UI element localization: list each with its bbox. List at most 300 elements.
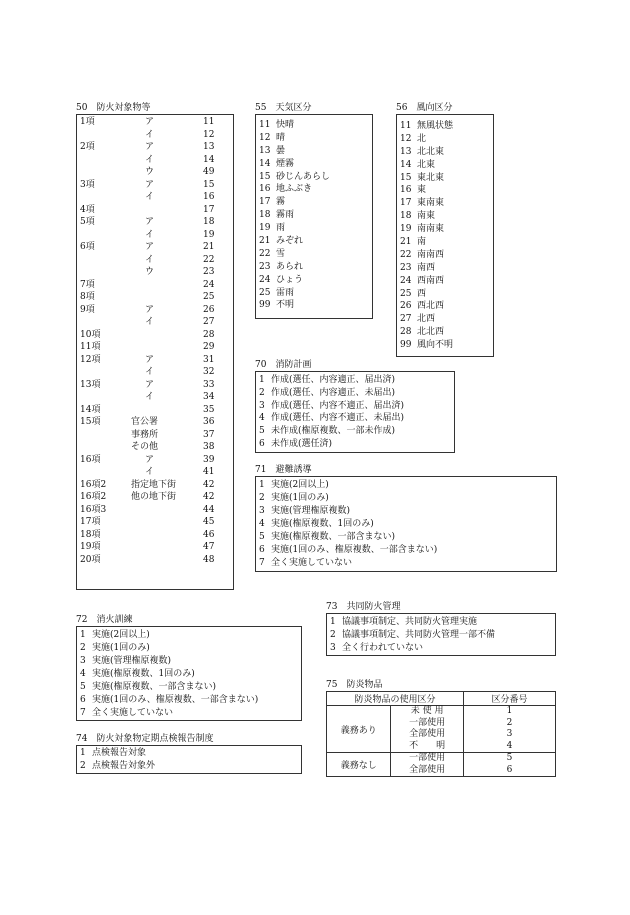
list-item — [77, 681, 301, 694]
item-code: 16 — [400, 185, 412, 196]
code-cell: 34 — [203, 392, 215, 402]
code-cell: 45 — [203, 517, 215, 527]
item-code: 2 — [330, 630, 336, 640]
item-code: 25 — [400, 288, 412, 299]
list-item — [327, 616, 555, 629]
table-row — [77, 454, 233, 467]
item-code: 7 — [80, 708, 86, 718]
item-code: 14 — [259, 158, 271, 169]
list-item — [397, 120, 493, 133]
subcategory-cell: ア — [145, 179, 155, 190]
table-row — [77, 329, 233, 342]
subcategory-cell: 指定地下街 — [131, 479, 177, 490]
subcategory-cell: 他の地下街 — [131, 492, 177, 502]
code-cell: 42 — [203, 492, 215, 502]
category-cell: 6項 — [80, 242, 95, 252]
code-item: 4 — [506, 740, 513, 751]
table-row — [77, 366, 233, 379]
section-71-evacuation — [255, 464, 557, 572]
subcategory-cell: 官公署 — [131, 417, 159, 427]
section-50-table — [76, 114, 234, 590]
group-not-required-codes — [463, 753, 555, 777]
code-cell: 15 — [203, 179, 215, 190]
list-item — [256, 505, 556, 518]
list-item — [77, 707, 301, 720]
code-cell: 19 — [203, 229, 215, 240]
item-label: 雷雨 — [276, 287, 295, 298]
code-cell: 25 — [203, 292, 215, 302]
table-row — [77, 266, 233, 279]
section-74-rows — [77, 747, 301, 773]
table-row — [77, 491, 233, 504]
item-label: 未作成(選任済) — [271, 438, 333, 449]
list-item — [256, 132, 372, 145]
list-item — [397, 275, 493, 288]
code-cell: 14 — [203, 154, 215, 165]
list-item — [397, 197, 493, 210]
item-code: 11 — [400, 121, 412, 131]
category-cell: 18項 — [80, 529, 101, 540]
category-cell: 9項 — [80, 304, 95, 315]
item-code: 5 — [80, 682, 86, 692]
list-item — [397, 262, 493, 275]
list-item — [256, 557, 556, 570]
table-row — [77, 504, 233, 517]
item-code: 13 — [259, 145, 271, 156]
list-item — [397, 288, 493, 301]
table-row — [77, 304, 233, 317]
subcategory-cell: ア — [145, 117, 155, 127]
list-item — [256, 209, 372, 222]
item-code: 4 — [259, 519, 265, 529]
item-code: 17 — [259, 197, 271, 208]
item-code: 27 — [400, 314, 412, 325]
item-code: 18 — [400, 211, 412, 222]
item-label: 実施(1回のみ、権原複数、一部含まない) — [92, 695, 259, 705]
item-code: 22 — [259, 248, 271, 259]
table-row — [77, 229, 233, 242]
item-label: 実施(2回以上) — [271, 480, 329, 490]
list-item — [397, 146, 493, 159]
item-label: 不明 — [276, 300, 295, 311]
list-item — [77, 747, 301, 760]
item-label: 東 — [417, 185, 427, 196]
list-item — [77, 655, 301, 668]
item-code: 17 — [400, 198, 412, 209]
category-cell: 11項 — [80, 342, 101, 352]
category-cell: 20項 — [80, 554, 101, 565]
list-item — [256, 183, 372, 196]
item-label: 実施(管理権原複数) — [271, 506, 351, 516]
code-item: 3 — [506, 729, 513, 739]
usage-item: 一部使用 — [409, 753, 446, 763]
list-item — [256, 158, 372, 171]
header-code: 区分番号 — [463, 692, 555, 706]
section-70-rows — [256, 374, 454, 451]
section-75-title: 75 防炎物品 — [326, 680, 383, 690]
item-label: 全く行われていない — [342, 643, 424, 653]
section-75-flame-retardant — [326, 679, 556, 777]
item-label: 雨 — [276, 223, 286, 234]
subcategory-cell: イ — [145, 192, 155, 202]
item-label: 南 — [417, 237, 427, 248]
item-label: 協議事項制定、共同防火管理一部不備 — [342, 630, 496, 640]
code-item: 1 — [506, 706, 513, 716]
table-row — [77, 279, 233, 292]
section-70-table — [255, 371, 455, 453]
list-item — [397, 159, 493, 172]
subcategory-cell: その他 — [131, 442, 159, 452]
item-label: 曇 — [276, 145, 286, 156]
code-cell: 46 — [203, 529, 215, 540]
section-72-title: 72 消火訓練 — [76, 615, 133, 625]
item-label: 全く実施していない — [92, 708, 174, 718]
category-cell: 7項 — [80, 279, 95, 290]
item-code: 23 — [400, 262, 412, 273]
item-label: 実施(1回のみ、権原複数、一部含まない) — [271, 545, 438, 555]
list-item — [397, 326, 493, 339]
section-74-table — [76, 745, 302, 774]
item-label: 砂じんあらし — [276, 171, 331, 182]
list-item — [256, 412, 454, 425]
item-label: 作成(選任、内容適正、届出済) — [271, 375, 396, 385]
section-74-inspection-report — [76, 733, 302, 774]
code-cell: 16 — [203, 192, 215, 202]
list-item — [256, 492, 556, 505]
item-label: 無風状態 — [417, 121, 454, 131]
table-row — [77, 379, 233, 392]
code-cell: 23 — [203, 267, 215, 277]
item-code: 7 — [259, 558, 265, 568]
item-code: 23 — [259, 261, 271, 272]
category-cell: 16項 — [80, 454, 101, 465]
item-label: 快晴 — [276, 120, 295, 130]
item-label: 北 — [417, 133, 427, 144]
item-label: 東北東 — [417, 172, 445, 183]
code-cell: 24 — [203, 279, 215, 290]
item-label: みぞれ — [276, 236, 304, 247]
category-cell: 13項 — [80, 379, 101, 390]
section-70-fire-plan — [255, 359, 455, 453]
item-code: 13 — [400, 146, 412, 157]
item-code: 99 — [259, 300, 271, 311]
list-item — [256, 261, 372, 274]
table-row — [77, 129, 233, 142]
subcategory-cell: ア — [145, 454, 155, 465]
code-cell: 39 — [203, 454, 215, 465]
list-item — [327, 642, 555, 655]
subcategory-cell: イ — [145, 229, 155, 240]
category-cell: 8項 — [80, 292, 95, 302]
code-cell: 47 — [203, 542, 215, 552]
item-code: 3 — [259, 506, 265, 516]
code-cell: 32 — [203, 367, 215, 377]
list-item — [256, 248, 372, 261]
list-item — [397, 223, 493, 236]
list-item — [77, 668, 301, 681]
code-cell: 12 — [203, 129, 215, 140]
item-label: 作成(選任、内容不適正、未届出) — [271, 413, 405, 424]
table-row — [77, 241, 233, 254]
subcategory-cell: ア — [145, 242, 155, 252]
group-not-required-label: 義務なし — [327, 753, 391, 777]
item-code: 3 — [259, 400, 265, 411]
table-row — [77, 341, 233, 354]
section-73-joint-fire-management — [326, 601, 556, 656]
table-row — [77, 254, 233, 267]
item-label: あられ — [276, 261, 304, 272]
category-cell: 17項 — [80, 517, 101, 527]
list-item — [256, 374, 454, 387]
item-code: 2 — [259, 493, 265, 503]
usage-item: 未 使 用 — [410, 706, 444, 716]
item-label: 南南東 — [417, 224, 445, 235]
code-cell: 22 — [203, 254, 215, 265]
category-cell: 12項 — [80, 354, 101, 365]
category-cell: 1項 — [80, 117, 95, 127]
list-item — [77, 642, 301, 655]
table-row — [77, 204, 233, 217]
item-label: 実施(1回のみ) — [92, 643, 150, 653]
code-cell: 18 — [203, 217, 215, 227]
item-label: 霧 — [276, 197, 286, 208]
item-code: 22 — [400, 249, 412, 260]
item-label: 西北西 — [417, 301, 445, 312]
table-row — [77, 116, 233, 129]
section-55-table — [255, 114, 373, 319]
item-label: 南南西 — [417, 249, 445, 260]
list-item — [256, 119, 372, 132]
item-code: 19 — [259, 223, 271, 234]
item-label: 南西 — [417, 262, 436, 273]
item-label: 実施(権原複数、一部含まない) — [271, 532, 396, 542]
code-cell: 44 — [203, 504, 215, 515]
item-label: 実施(2回以上) — [92, 630, 150, 640]
item-code: 28 — [400, 327, 412, 338]
category-cell: 16項3 — [80, 504, 107, 515]
item-label: 東南東 — [417, 198, 445, 209]
table-row — [77, 404, 233, 417]
code-cell: 42 — [203, 479, 215, 490]
list-item — [77, 694, 301, 707]
list-item — [256, 438, 454, 451]
item-label: 霧雨 — [276, 210, 295, 221]
item-code: 6 — [259, 438, 265, 449]
table-row — [77, 391, 233, 404]
subcategory-cell: ウ — [145, 267, 155, 277]
code-cell: 26 — [203, 304, 215, 315]
table-row — [77, 191, 233, 204]
code-item: 5 — [506, 753, 513, 763]
item-label: 作成(選任、内容不適正、届出済) — [271, 400, 405, 411]
item-label: 雪 — [276, 248, 286, 259]
item-label: 北東 — [417, 159, 436, 170]
list-item — [256, 274, 372, 287]
code-cell: 38 — [203, 442, 215, 452]
item-code: 16 — [259, 184, 271, 195]
list-item — [256, 287, 372, 300]
section-73-rows — [327, 616, 555, 655]
item-label: 西 — [417, 288, 427, 299]
category-cell: 5項 — [80, 217, 95, 227]
table-row — [77, 541, 233, 554]
table-row — [77, 166, 233, 179]
list-item — [397, 172, 493, 185]
usage-item: 一部使用 — [409, 717, 446, 728]
section-70-title: 70 消防計画 — [255, 360, 312, 370]
item-label: ひょう — [276, 274, 304, 285]
list-item — [397, 133, 493, 146]
list-item — [256, 531, 556, 544]
section-71-rows — [256, 479, 556, 570]
subcategory-cell: ア — [145, 217, 155, 227]
code-cell: 35 — [203, 404, 215, 415]
category-cell: 4項 — [80, 204, 95, 215]
item-label: 点検報告対象外 — [92, 761, 156, 771]
section-72-rows — [77, 629, 301, 720]
item-code: 1 — [259, 480, 265, 490]
table-row — [77, 216, 233, 229]
usage-item: 不 明 — [409, 740, 446, 751]
item-code: 24 — [400, 275, 412, 286]
code-cell: 27 — [203, 317, 215, 327]
subcategory-cell: イ — [145, 254, 155, 265]
item-label: 作成(選任、内容適正、未届出) — [271, 387, 396, 398]
item-code: 25 — [259, 287, 271, 298]
section-75-table — [326, 691, 556, 777]
table-row — [77, 479, 233, 492]
section-55-weather — [255, 102, 373, 319]
table-row — [77, 291, 233, 304]
list-item — [77, 760, 301, 773]
item-code: 12 — [400, 133, 412, 144]
code-cell: 29 — [203, 342, 215, 352]
table-row — [77, 316, 233, 329]
usage-item: 全部使用 — [409, 729, 446, 739]
section-56-wind — [396, 102, 494, 357]
item-code: 4 — [80, 669, 86, 679]
item-label: 晴 — [276, 132, 286, 143]
item-label: 風向不明 — [417, 340, 454, 351]
item-code: 11 — [259, 120, 271, 130]
item-code: 2 — [80, 643, 86, 653]
item-label: 点検報告対象 — [92, 748, 147, 758]
list-item — [256, 299, 372, 312]
subcategory-cell: イ — [145, 392, 155, 402]
table-row — [77, 466, 233, 479]
list-item — [256, 145, 372, 158]
list-item — [77, 629, 301, 642]
item-code: 1 — [259, 375, 265, 385]
section-56-table — [396, 114, 494, 357]
section-56-rows — [397, 120, 493, 352]
table-row — [77, 441, 233, 454]
table-row — [77, 354, 233, 367]
group-required-items — [391, 706, 464, 753]
subcategory-cell: ウ — [145, 167, 155, 177]
item-code: 2 — [259, 387, 265, 398]
code-cell: 13 — [203, 142, 215, 152]
item-label: 北北東 — [417, 146, 445, 157]
item-label: 実施(権原複数、1回のみ) — [271, 519, 374, 529]
list-item — [397, 300, 493, 313]
section-71-table — [255, 476, 557, 572]
category-cell: 14項 — [80, 404, 101, 415]
header-usage: 防炎物品の使用区分 — [327, 692, 464, 706]
code-item: 6 — [506, 764, 513, 775]
item-code: 2 — [80, 761, 86, 771]
item-label: 地ふぶき — [276, 184, 313, 195]
code-cell: 48 — [203, 554, 215, 565]
list-item — [256, 479, 556, 492]
item-code: 21 — [400, 237, 412, 248]
item-code: 3 — [80, 656, 86, 666]
list-item — [327, 629, 555, 642]
section-55-rows — [256, 119, 372, 312]
code-cell: 33 — [203, 379, 215, 390]
list-item — [256, 425, 454, 438]
subcategory-cell: イ — [145, 367, 155, 377]
item-code: 1 — [80, 748, 86, 758]
item-code: 14 — [400, 159, 412, 170]
item-code: 21 — [259, 236, 271, 247]
list-item — [256, 171, 372, 184]
table-row — [77, 154, 233, 167]
category-cell: 19項 — [80, 542, 101, 552]
code-cell: 17 — [203, 204, 215, 215]
category-cell: 3項 — [80, 179, 95, 190]
item-label: 実施(権原複数、1回のみ) — [92, 669, 195, 679]
list-item — [397, 313, 493, 326]
subcategory-cell: ア — [145, 354, 155, 365]
section-72-fire-drill — [76, 614, 302, 721]
code-cell: 28 — [203, 329, 215, 340]
group-required-label: 義務あり — [327, 706, 391, 753]
item-code: 6 — [80, 695, 86, 705]
item-label: 未作成(権原複数、一部未作成) — [271, 426, 396, 437]
code-cell: 31 — [203, 354, 215, 365]
code-cell: 11 — [203, 117, 215, 127]
table-row — [77, 179, 233, 192]
item-code: 15 — [259, 171, 271, 182]
item-label: 南東 — [417, 211, 436, 222]
subcategory-cell: イ — [145, 467, 155, 477]
subcategory-cell: 事務所 — [131, 429, 159, 440]
item-code: 19 — [400, 224, 412, 235]
item-label: 実施(1回のみ) — [271, 493, 329, 503]
category-cell: 15項 — [80, 417, 101, 427]
category-cell: 10項 — [80, 329, 101, 340]
section-50-rows — [77, 116, 233, 566]
list-item — [256, 400, 454, 413]
item-code: 1 — [80, 630, 86, 640]
item-label: 煙霧 — [276, 158, 295, 169]
table-row — [77, 429, 233, 442]
item-label: 全く実施していない — [271, 558, 353, 568]
section-73-title: 73 共同防火管理 — [326, 602, 401, 612]
item-code: 18 — [259, 210, 271, 221]
category-cell: 16項2 — [80, 479, 107, 490]
item-code: 5 — [259, 532, 265, 542]
item-label: 実施(管理権原複数) — [92, 656, 172, 666]
item-label: 北北西 — [417, 327, 445, 338]
table-row — [77, 416, 233, 429]
section-50-title: 50 防火対象物等 — [76, 103, 151, 113]
subcategory-cell: ア — [145, 304, 155, 315]
subcategory-cell: イ — [145, 154, 155, 165]
item-code: 26 — [400, 301, 412, 312]
list-item — [397, 210, 493, 223]
